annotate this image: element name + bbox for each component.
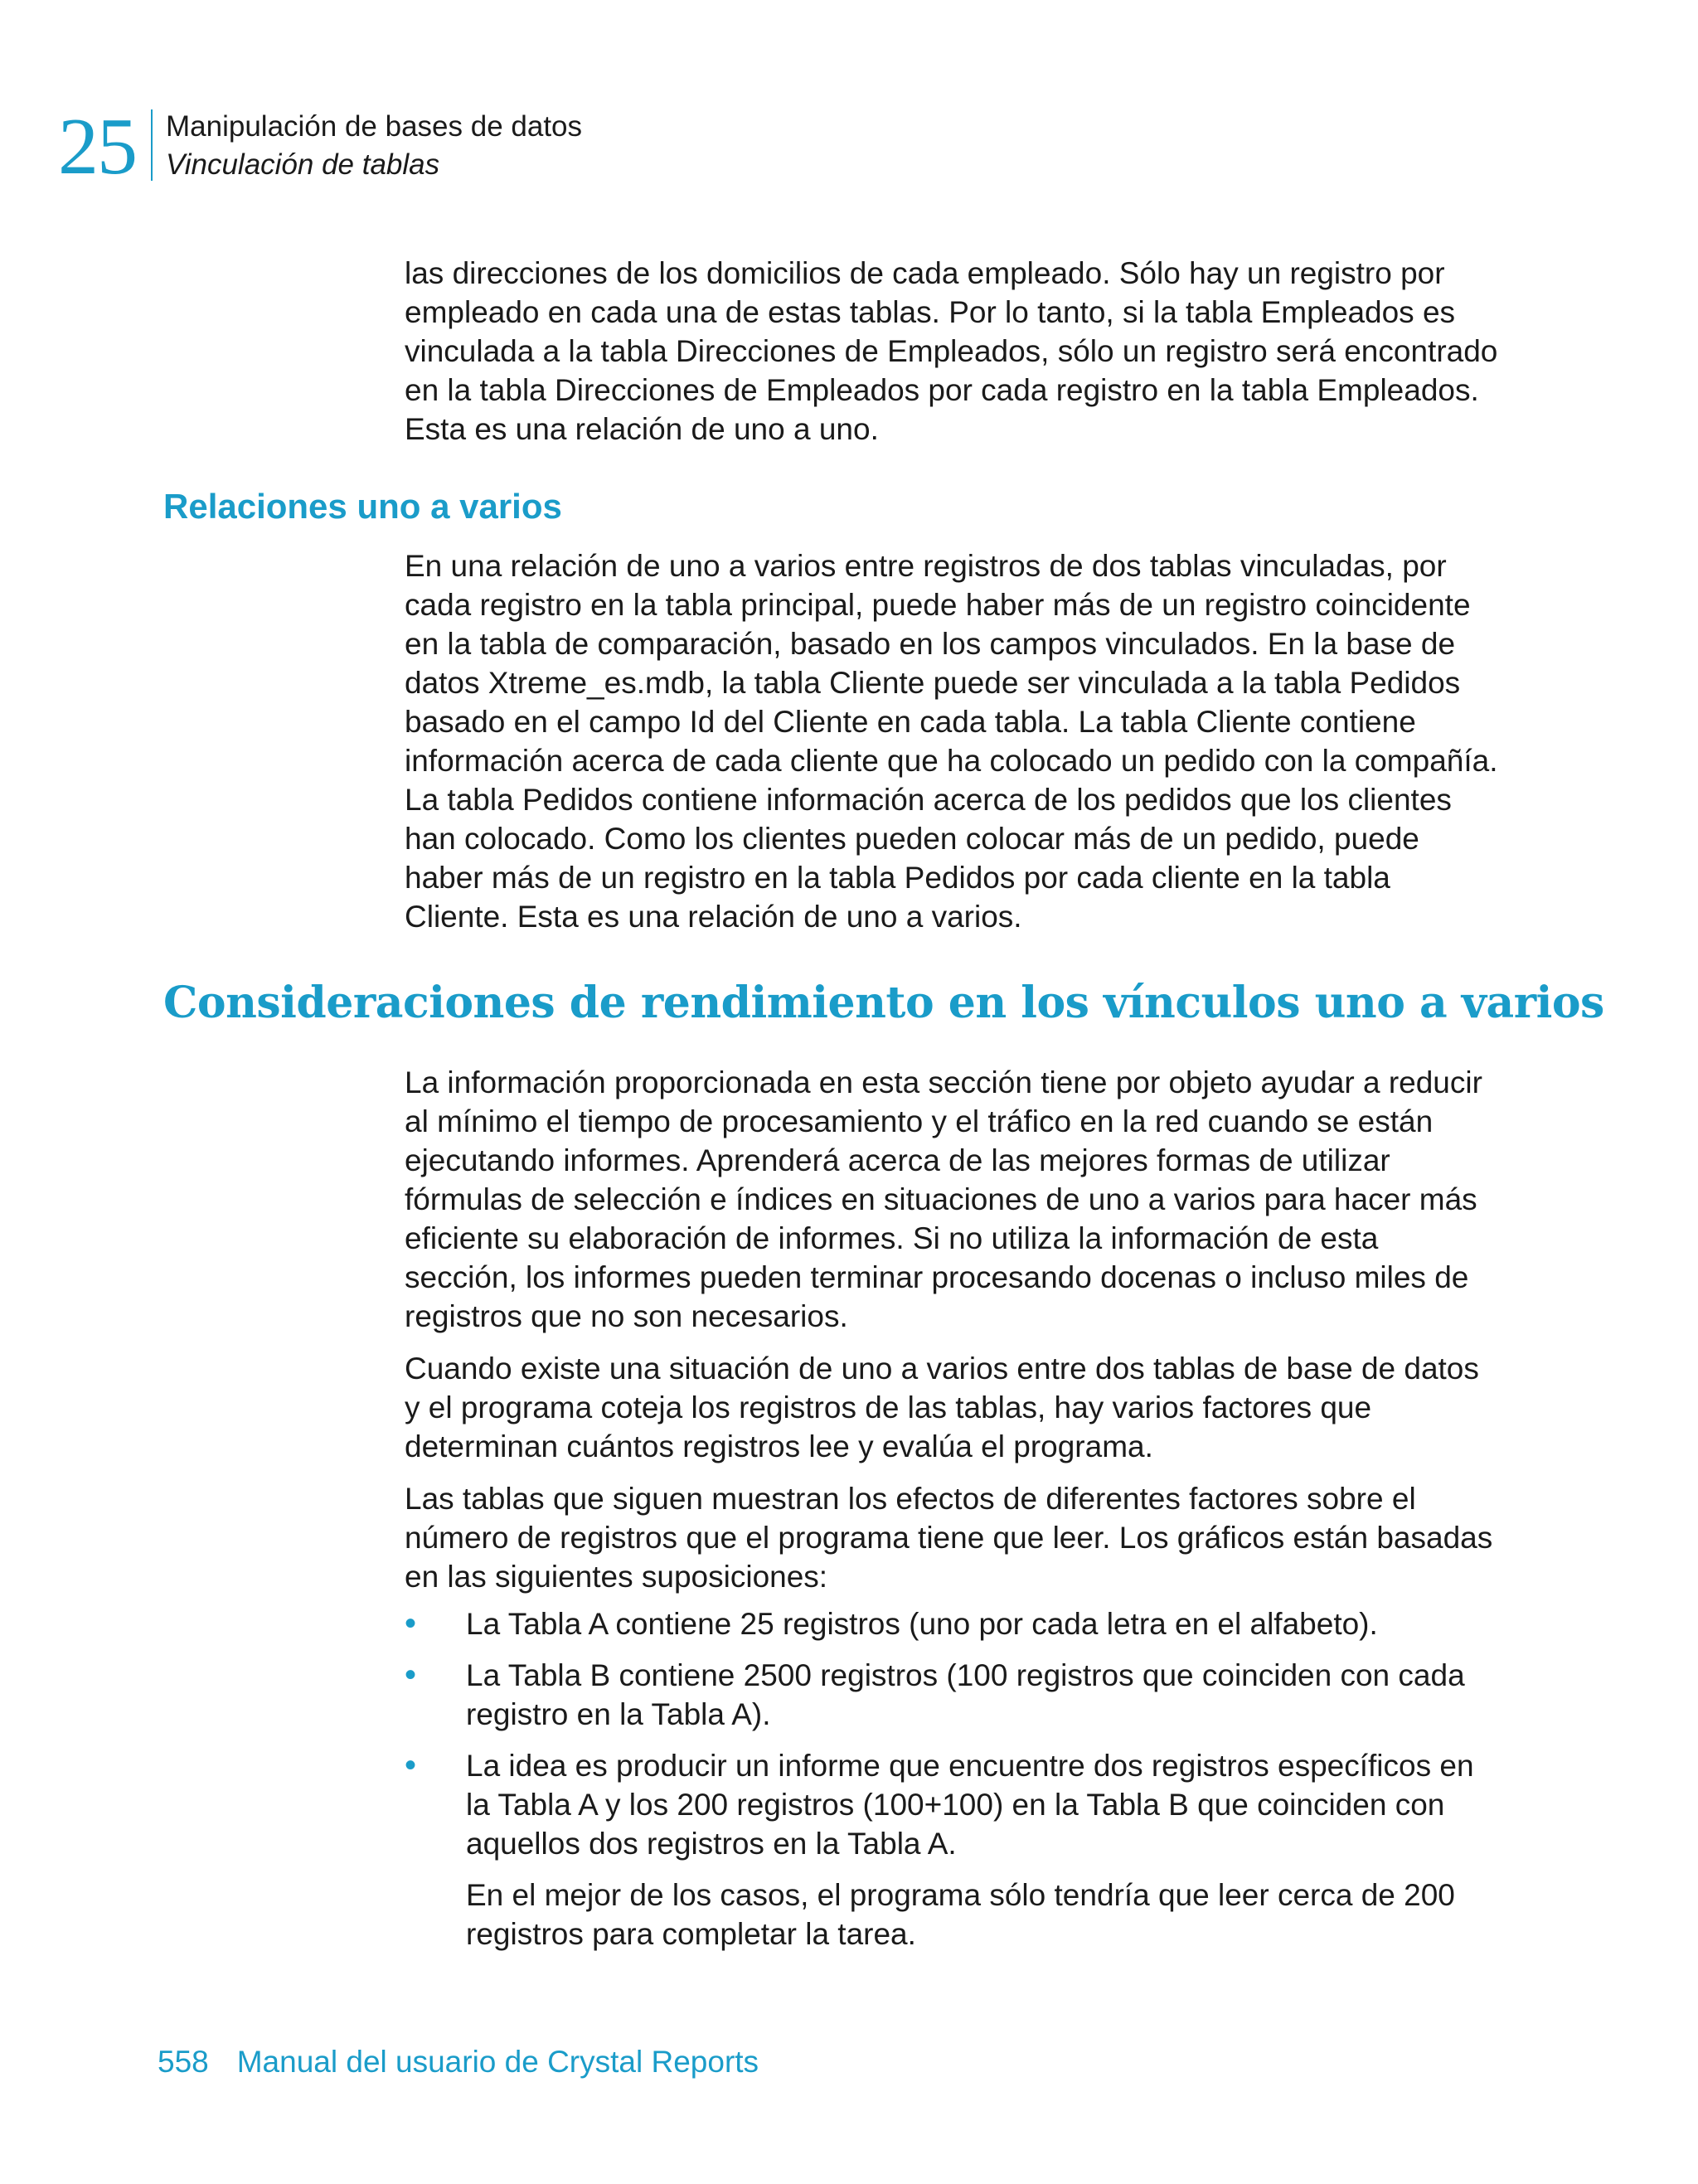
list-item	[405, 1656, 1499, 1734]
one-to-many-block	[405, 546, 1499, 936]
performance-paragraph-1: La información proporcionada en esta sección tiene por objeto ayudar a reducir al mínimo el tiempo de procesamiento y el tráfico en la red cuando se están ejecutando informes. Aprenderá acerca de las mejores formas de utilizar fórmulas de selección e índices en situaciones de uno a varios para hacer más eficiente su elaboración de informes. Si no utiliza la información de esta sección, los informes pueden terminar procesando docenas o incluso miles de registros que no son necesarios.	[405, 1065, 1482, 1333]
performance-paragraph-2: Cuando existe una situación de uno a varios entre dos tablas de base de datos y el programa coteja los registros de las tablas, hay varios factores que determinan cuántos registros lee y evalúa el programa.	[405, 1352, 1479, 1463]
one-to-many-paragraph: En una relación de uno a varios entre registros de dos tablas vinculadas, por cada registro en la tabla principal, puede haber más de un registro coincidente en la tabla de comparación, basado en los campos vinculados. En la base de datos Xtreme_es.mdb, la tabla Cliente puede ser vinculada a la tabla Pedidos basado en el campo Id del Cliente en cada tabla. La tabla Cliente contiene información acerca de cada cliente que ha colocado un pedido con la compañía. La tabla Pedidos contiene información acerca de los pedidos que los clientes han colocado. Como los clientes pueden colocar más de un pedido, puede haber más de un registro en la tabla Pedidos por cada cliente en la tabla Cliente. Esta es una relación de uno a varios.	[405, 549, 1498, 934]
header-text	[166, 108, 582, 184]
heading-performance: Consideraciones de rendimiento en los vínculos uno a varios	[163, 978, 1604, 1028]
header-divider	[151, 109, 153, 181]
bullet-icon: •	[405, 1657, 417, 1693]
chapter-number: 25	[58, 102, 136, 192]
bullet-icon: •	[405, 1605, 417, 1642]
intro-paragraph-block	[405, 254, 1499, 449]
list-item-text: La Tabla A contiene 25 registros (uno por cada letra en el alfabeto).	[466, 1607, 1378, 1641]
chapter-title: Manipulación de bases de datos	[166, 110, 583, 143]
page-footer	[158, 2043, 759, 2081]
best-case-paragraph: En el mejor de los casos, el programa sólo tendría que leer cerca de 200 registros para completar la tarea.	[466, 1878, 1455, 1951]
bullet-icon: •	[405, 1747, 417, 1784]
heading-one-to-many: Relaciones uno a varios	[163, 487, 562, 526]
list-item-text: La Tabla B contiene 2500 registros (100 registros que coinciden con cada registro en la Tabla A).	[466, 1658, 1465, 1731]
page-number: 558	[158, 2045, 209, 2079]
list-item	[405, 1604, 1499, 1643]
assumptions-list	[405, 1604, 1499, 1863]
performance-paragraph-3: Las tablas que siguen muestran los efectos de diferentes factores sobre el número de registros que el programa tiene que leer. Los gráficos están basadas en las siguientes suposiciones:	[405, 1482, 1493, 1594]
list-item	[405, 1746, 1499, 1863]
intro-paragraph: las direcciones de los domicilios de cada empleado. Sólo hay un registro por empleado en cada una de estas tablas. Por lo tanto, si la tabla Empleados es vinculada a la tabla Direcciones de Empleados, sólo un registro será encontrado en la tabla Direcciones de Empleados por cada registro en la tabla Empleados. Esta es una relación de uno a uno.	[405, 256, 1498, 446]
book-title: Manual del usuario de Crystal Reports	[236, 2045, 759, 2079]
performance-block	[405, 1063, 1499, 1953]
section-subtitle: Vinculación de tablas	[166, 148, 440, 181]
list-item-text: La idea es producir un informe que encuentre dos registros específicos en la Tabla A y los 200 registros (100+100) en la Tabla B que coinciden con aquellos dos registros en la Tabla A.	[466, 1749, 1474, 1861]
